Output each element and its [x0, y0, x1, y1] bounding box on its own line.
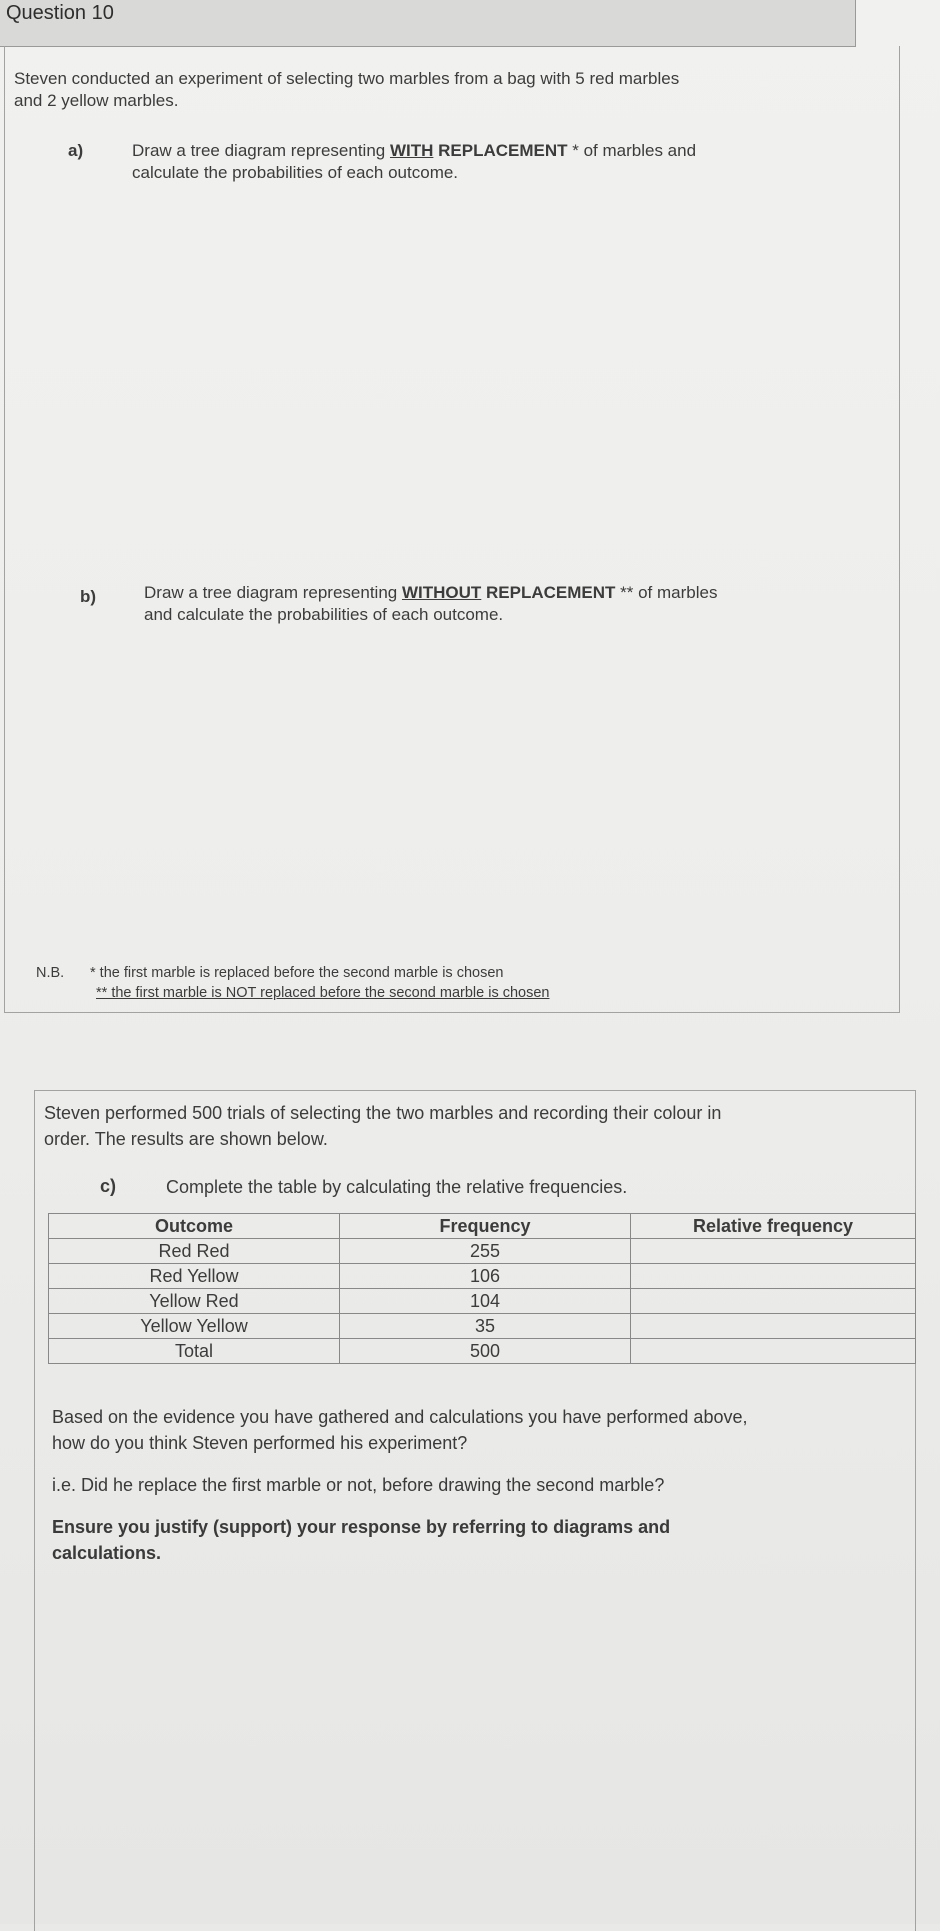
table-row	[49, 1339, 916, 1364]
part-a-replacement: REPLACEMENT	[433, 141, 568, 160]
outcome-cell: Yellow Red	[49, 1289, 340, 1314]
part-b-line-1	[144, 582, 717, 604]
question-box-part-a-b	[4, 46, 900, 1013]
intro-line-1: Steven conducted an experiment of selecting two marbles from a bag with 5 red marbles	[14, 69, 680, 88]
frequency-table	[48, 1213, 916, 1364]
question-line-5: calculations.	[52, 1543, 162, 1563]
part-a-line-2: calculate the probabilities of each outcome.	[132, 163, 459, 182]
header-relative-frequency: Relative frequency	[631, 1214, 916, 1239]
part-b-pre: Draw a tree diagram representing	[144, 583, 402, 602]
question-line-3: i.e. Did he replace the first marble or not, before drawing the second marble?	[52, 1475, 665, 1495]
frequency-cell: 35	[340, 1314, 631, 1339]
note-with-replacement: * the first marble is replaced before the second marble is chosen	[90, 965, 504, 981]
part-b-replacement: REPLACEMENT	[481, 583, 616, 602]
table-row	[49, 1289, 916, 1314]
header-outcome: Outcome	[49, 1214, 340, 1239]
table-row	[49, 1264, 916, 1289]
part-b-without: WITHOUT	[401, 583, 482, 602]
nb-label: N.B.	[36, 965, 65, 981]
outcome-cell: Red Yellow	[49, 1264, 340, 1289]
relative-frequency-cell[interactable]	[631, 1239, 916, 1264]
part-a-label: a)	[68, 141, 84, 160]
section2-line-2: order. The results are shown below.	[44, 1129, 328, 1149]
part-a-line-1	[132, 140, 696, 162]
part-a-pre: Draw a tree diagram representing	[132, 141, 390, 160]
outcome-cell: Total	[49, 1339, 340, 1364]
relative-frequency-cell[interactable]	[631, 1264, 916, 1289]
outcome-cell: Yellow Yellow	[49, 1314, 340, 1339]
part-a-with: WITH	[389, 141, 434, 160]
table-row	[49, 1314, 916, 1339]
relative-frequency-cell[interactable]	[631, 1314, 916, 1339]
frequency-cell: 104	[340, 1289, 631, 1314]
note-without-replacement: ** the first marble is NOT replaced before the second marble is chosen	[96, 985, 550, 1001]
intro-line-2: and 2 yellow marbles.	[14, 91, 179, 110]
header-frequency: Frequency	[340, 1214, 631, 1239]
frequency-cell: 106	[340, 1264, 631, 1289]
part-c-label: c)	[100, 1176, 117, 1196]
part-a-post: * of marbles and	[567, 141, 697, 160]
outcome-cell: Red Red	[49, 1239, 340, 1264]
part-b-line-2: and calculate the probabilities of each outcome.	[144, 605, 504, 624]
question-line-2: how do you think Steven performed his experiment?	[52, 1433, 468, 1453]
part-b-post: ** of marbles	[615, 583, 718, 602]
question-line-1: Based on the evidence you have gathered and calculations you have performed above,	[52, 1407, 748, 1427]
table-row	[49, 1239, 916, 1264]
section2-line-1: Steven performed 500 trials of selecting the two marbles and recording their colour in	[44, 1103, 722, 1123]
question-title: Question 10	[6, 2, 114, 24]
table-header-row	[49, 1214, 916, 1239]
part-b-label: b)	[80, 587, 97, 606]
relative-frequency-cell[interactable]	[631, 1289, 916, 1314]
relative-frequency-cell[interactable]	[631, 1339, 916, 1364]
part-c-text: Complete the table by calculating the relative frequencies.	[166, 1177, 628, 1197]
frequency-cell: 255	[340, 1239, 631, 1264]
question-line-4: Ensure you justify (support) your response by referring to diagrams and	[52, 1517, 671, 1537]
frequency-cell: 500	[340, 1339, 631, 1364]
question-header	[0, 0, 856, 47]
